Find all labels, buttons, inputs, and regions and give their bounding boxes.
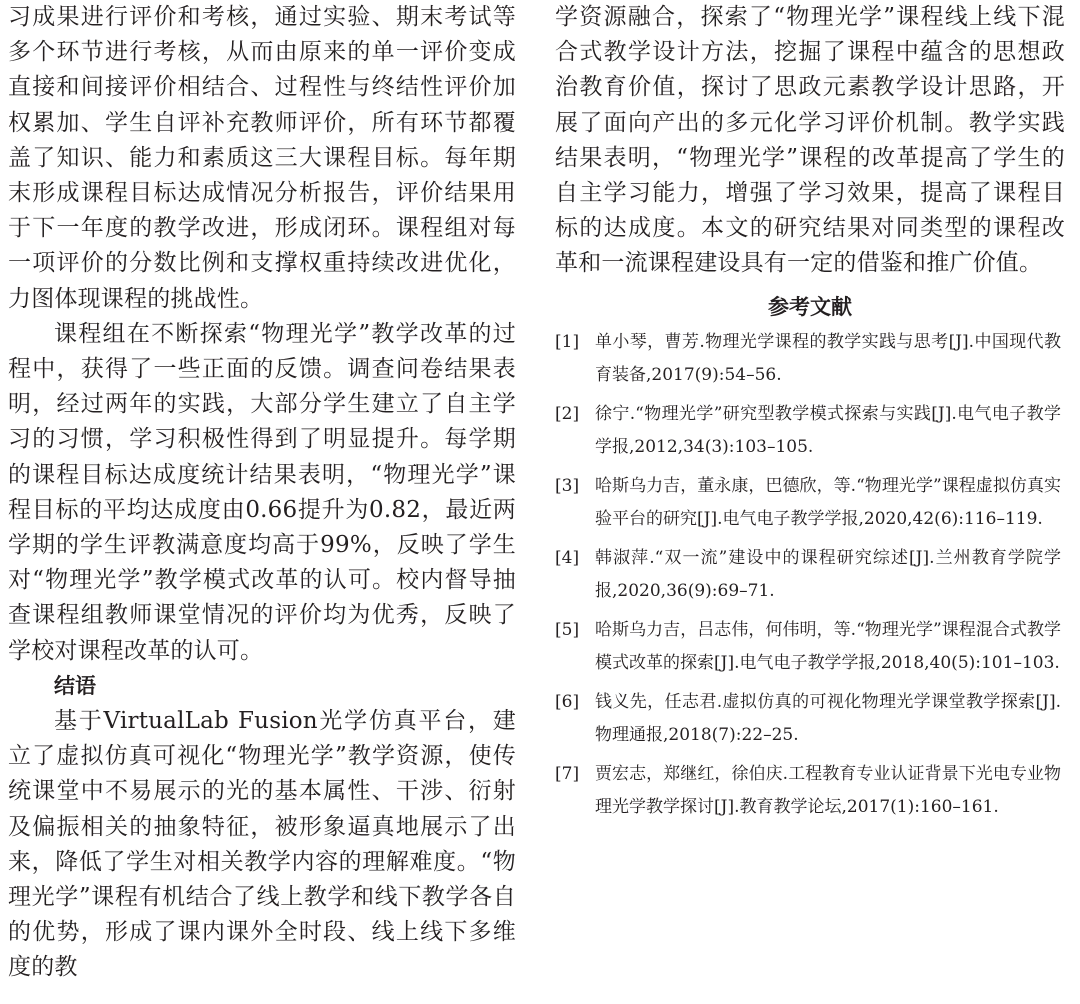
reference-number: [4] (555, 547, 580, 568)
reference-item (555, 758, 1065, 824)
reference-item (555, 686, 1065, 752)
body-paragraph-conclusion: 基于VirtualLab Fusion光学仿真平台，建立了虚拟仿真可视化“物理光学”教学资源，使传统课堂中不易展示的光的基本属性、干涉、衍射及偏振相关的抽象特征，被形象逼真地展示了出来，降低了学生对相关教学内容的理解难度。“物理光学”课程有机结合了线上教学和线下教学各自的优势，形成了课内课外全时段、线上线下多维度的教 (8, 708, 516, 981)
reference-text: 贾宏志，郑继红，徐伯庆.工程教育专业认证背景下光电专业物理光学教学探讨[J].教育教学论坛,2017(1):160–161. (595, 763, 1061, 817)
reference-number: [2] (555, 403, 580, 424)
reference-text: 哈斯乌力吉，董永康，巴德欣，等.“物理光学”课程虚拟仿真实验平台的研究[J].电气电子教学学报,2020,42(6):116–119. (595, 475, 1061, 529)
reference-item (555, 326, 1065, 392)
reference-text: 徐宁.“物理光学”研究型教学模式探索与实践[J].电气电子教学学报,2012,34(3):103–105. (595, 403, 1061, 457)
reference-number: [5] (555, 619, 580, 640)
right-column (555, 0, 1065, 1004)
reference-number: [3] (555, 475, 580, 496)
reference-number: [7] (555, 763, 580, 784)
conclusion-heading: 结语 (54, 673, 96, 698)
reference-number: [6] (555, 691, 580, 712)
left-column (8, 0, 516, 1004)
reference-item (555, 470, 1065, 536)
body-paragraph-evaluation: 习成果进行评价和考核，通过实验、期末考试等多个环节进行考核，从而由原来的单一评价变成直接和间接评价相结合、过程性与终结性评价加权累加、学生自评补充教师评价，所有环节都覆盖了知识、能力和素质这三大课程目标。每年期末形成课程目标达成情况分析报告，评价结果用于下一年度的教学改进，形成闭环。课程组对每一项评价的分数比例和支撑权重持续改进优化，力图体现课程的挑战性。 (8, 4, 516, 312)
reference-item (555, 542, 1065, 608)
reference-text: 钱义先，任志君.虚拟仿真的可视化物理光学课堂教学探索[J].物理通报,2018(7):22–25. (595, 691, 1061, 745)
reference-text: 单小琴，曹芳.物理光学课程的教学实践与思考[J].中国现代教育装备,2017(9):54–56. (595, 331, 1061, 385)
references-title: 参考文献 (768, 294, 852, 319)
reference-item (555, 398, 1065, 464)
reference-item (555, 614, 1065, 680)
reference-text: 韩淑萍.“双一流”建设中的课程研究综述[J].兰州教育学院学报,2020,36(9):69–71. (595, 547, 1061, 601)
reference-text: 哈斯乌力吉，吕志伟，何伟明，等.“物理光学”课程混合式教学模式改革的探索[J].电气电子教学学报,2018,40(5):101–103. (595, 619, 1061, 673)
reference-number: [1] (555, 331, 580, 352)
references-list (555, 326, 1065, 824)
body-paragraph-conclusion-continued: 学资源融合，探索了“物理光学”课程线上线下混合式教学设计方法，挖掘了课程中蕴含的思想政治教育价值，探讨了思政元素教学设计思路，开展了面向产出的多元化学习评价机制。教学实践结果表明，“物理光学”课程的改革提高了学生的自主学习能力，增强了学习效果，提高了课程目标的达成度。本文的研究结果对同类型的课程改革和一流课程建设具有一定的借鉴和推广价值。 (555, 4, 1065, 277)
body-paragraph-feedback: 课程组在不断探索“物理光学”教学改革的过程中，获得了一些正面的反馈。调查问卷结果表明，经过两年的实践，大部分学生建立了自主学习的习惯，学习积极性得到了明显提升。每学期的课程目标达成度统计结果表明，“物理光学”课程目标的平均达成度由0.66提升为0.82，最近两学期的学生评教满意度均高于99%，反映了学生对“物理光学”教学模式改革的认可。校内督导抽查课程组教师课堂情况的评价均为优秀，反映了学校对课程改革的认可。 (8, 320, 516, 664)
